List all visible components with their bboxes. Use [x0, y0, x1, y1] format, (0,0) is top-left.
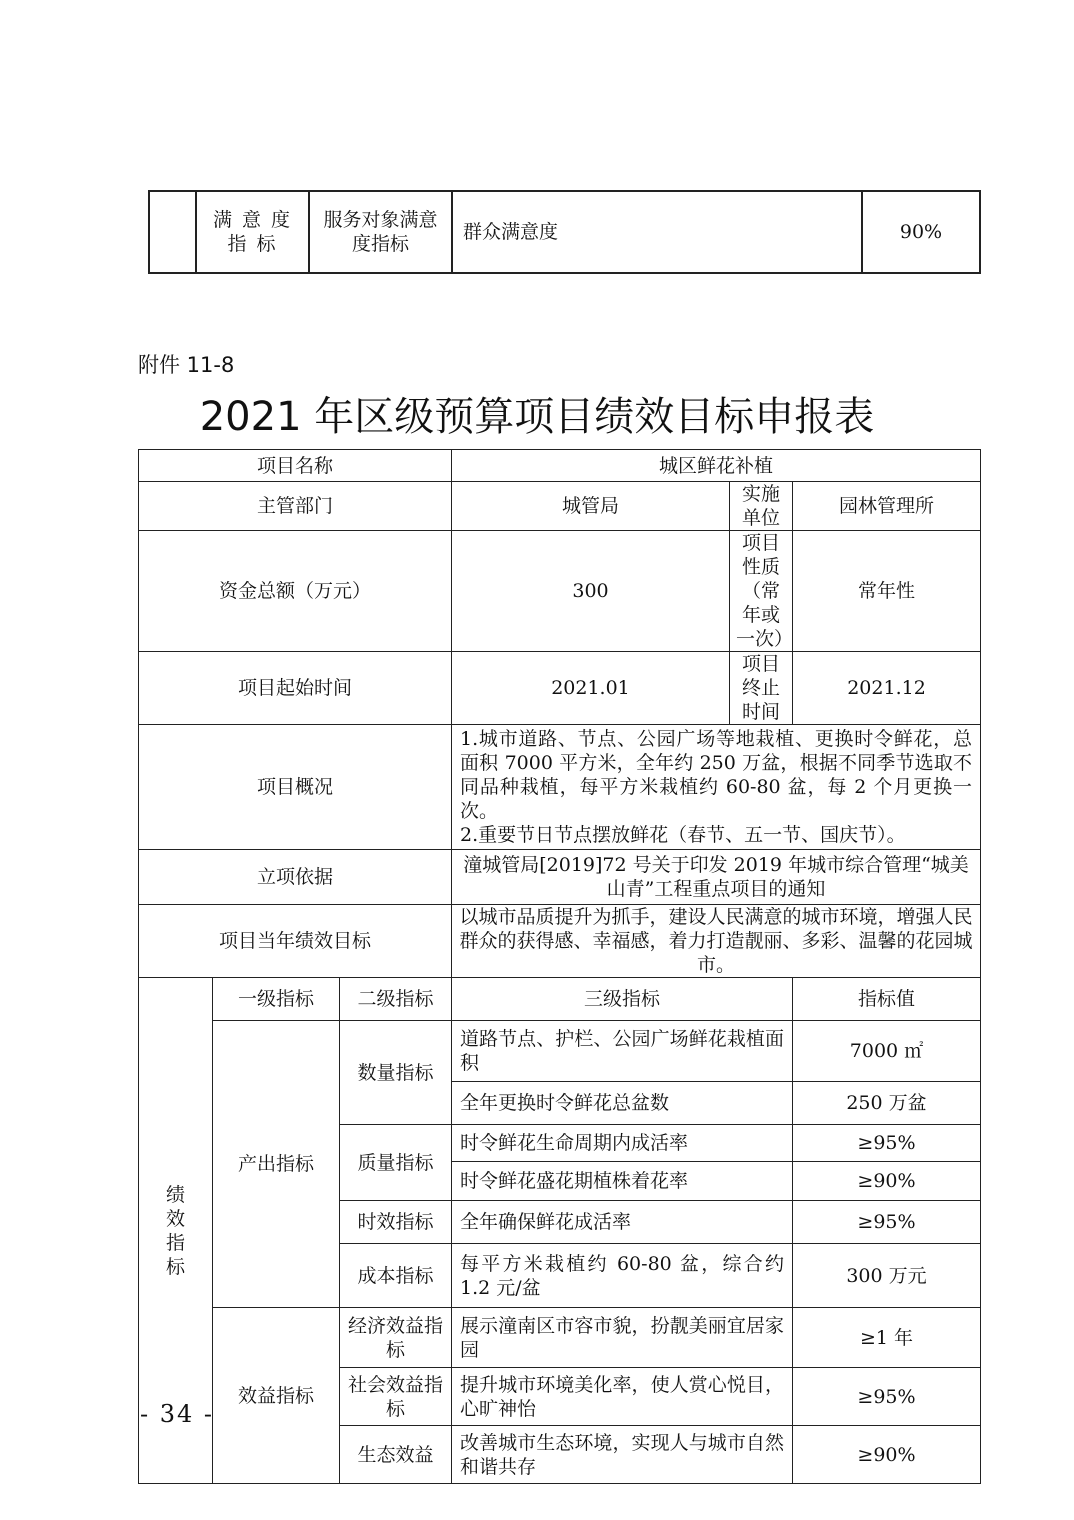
social-indicator-label: 社会效益指标	[340, 1368, 452, 1426]
ecological-indicator-label: 生态效益	[340, 1426, 452, 1484]
indicator-row-text: 改善城市生态环境，实现人与城市自然和谐共存	[452, 1426, 793, 1484]
document-title: 2021 年区级预算项目绩效目标申报表	[199, 394, 875, 440]
benefit-indicator-label: 效益指标	[213, 1308, 340, 1484]
satisfaction-indicator-label: 满 意 度 指 标	[196, 191, 309, 273]
quantity-indicator-label: 数量指标	[340, 1021, 452, 1125]
fund-value: 300	[452, 531, 730, 652]
output-indicator-label: 产出指标	[213, 1021, 340, 1308]
fund-label: 资金总额（万元）	[139, 531, 452, 652]
basis-label: 立项依据	[139, 850, 452, 905]
economic-indicator-label: 经济效益指标	[340, 1308, 452, 1368]
indicator-row-text: 时令鲜花生命周期内成活率	[452, 1125, 793, 1162]
value-header: 指标值	[793, 978, 981, 1021]
level2-header: 二级指标	[340, 978, 452, 1021]
overview-text	[452, 725, 981, 850]
end-time-value: 2021.12	[793, 652, 981, 725]
indicator-row-value: 7000 ㎡	[793, 1021, 981, 1082]
indicator-row-value: 250 万盆	[793, 1082, 981, 1125]
indicator-row-text: 提升城市环境美化率，使人赏心悦目，心旷神怡	[452, 1368, 793, 1426]
level3-header: 三级指标	[452, 978, 793, 1021]
page-number: - 34 -	[140, 1400, 215, 1428]
project-name-label: 项目名称	[139, 450, 452, 482]
dept-value: 城管局	[452, 482, 730, 531]
indicator-row-value: ≥1 年	[793, 1308, 981, 1368]
project-name-value: 城区鲜花补植	[452, 450, 981, 482]
indicator-row-value: 300 万元	[793, 1244, 981, 1308]
end-time-label: 项目终止时间	[730, 652, 793, 725]
overview-item-1: 1.城市道路、节点、公园广场等地栽植、更换时令鲜花，总面积 7000 平方米，全年约 250 万盆，根据不同季节选取不同品种栽植，每平方米栽植约 60-80 盆，每 2 个月更换一次。	[460, 728, 973, 822]
basis-text: 潼城管局[2019]72 号关于印发 2019 年城市综合管理“城美山青”工程重点项目的通知	[452, 850, 981, 905]
indicator-row-value: ≥95%	[793, 1125, 981, 1162]
indicator-row-value: ≥90%	[793, 1426, 981, 1484]
indicator-row-text: 展示潼南区市容市貌，扮靓美丽宜居家园	[452, 1308, 793, 1368]
goal-label: 项目当年绩效目标	[139, 905, 452, 978]
start-time-label: 项目起始时间	[139, 652, 452, 725]
indicator-row-text: 道路节点、护栏、公园广场鲜花栽植面积	[452, 1021, 793, 1082]
indicator-row-value: ≥95%	[793, 1201, 981, 1244]
overview-label: 项目概况	[139, 725, 452, 850]
satisfaction-table-fragment	[148, 190, 981, 274]
performance-indicator-section-label: 绩 效 指 标	[139, 978, 213, 1484]
level1-header: 一级指标	[213, 978, 340, 1021]
indicator-row-value: ≥90%	[793, 1162, 981, 1201]
nature-value: 常年性	[793, 531, 981, 652]
impl-label: 实施单位	[730, 482, 793, 531]
impl-value: 园林管理所	[793, 482, 981, 531]
annex-label: 附件 11-8	[138, 353, 235, 377]
overview-item-2: 2.重要节日节点摆放鲜花（春节、五一节、国庆节）。	[460, 824, 906, 846]
performance-goal-table	[138, 449, 981, 1484]
timeliness-indicator-label: 时效指标	[340, 1201, 452, 1244]
indicator-row-value: ≥95%	[793, 1368, 981, 1426]
satisfaction-value: 90%	[862, 191, 980, 273]
indicator-row-text: 全年更换时令鲜花总盆数	[452, 1082, 793, 1125]
nature-label: 项目性质（常年或一次）	[730, 531, 793, 652]
start-time-value: 2021.01	[452, 652, 730, 725]
dept-label: 主管部门	[139, 482, 452, 531]
indicator-row-text: 每平方米栽植约 60-80 盆，综合约 1.2 元/盆	[452, 1244, 793, 1308]
indicator-row-text: 时令鲜花盛花期植株着花率	[452, 1162, 793, 1201]
cost-indicator-label: 成本指标	[340, 1244, 452, 1308]
quality-indicator-label: 质量指标	[340, 1125, 452, 1201]
empty-cell	[149, 191, 196, 273]
indicator-row-text: 全年确保鲜花成活率	[452, 1201, 793, 1244]
service-satisfaction-label: 服务对象满意度指标	[309, 191, 452, 273]
public-satisfaction-text: 群众满意度	[452, 191, 862, 273]
goal-text: 以城市品质提升为抓手，建设人民满意的城市环境，增强人民群众的获得感、幸福感，着力打造靓丽、多彩、温馨的花园城市。	[452, 905, 981, 978]
